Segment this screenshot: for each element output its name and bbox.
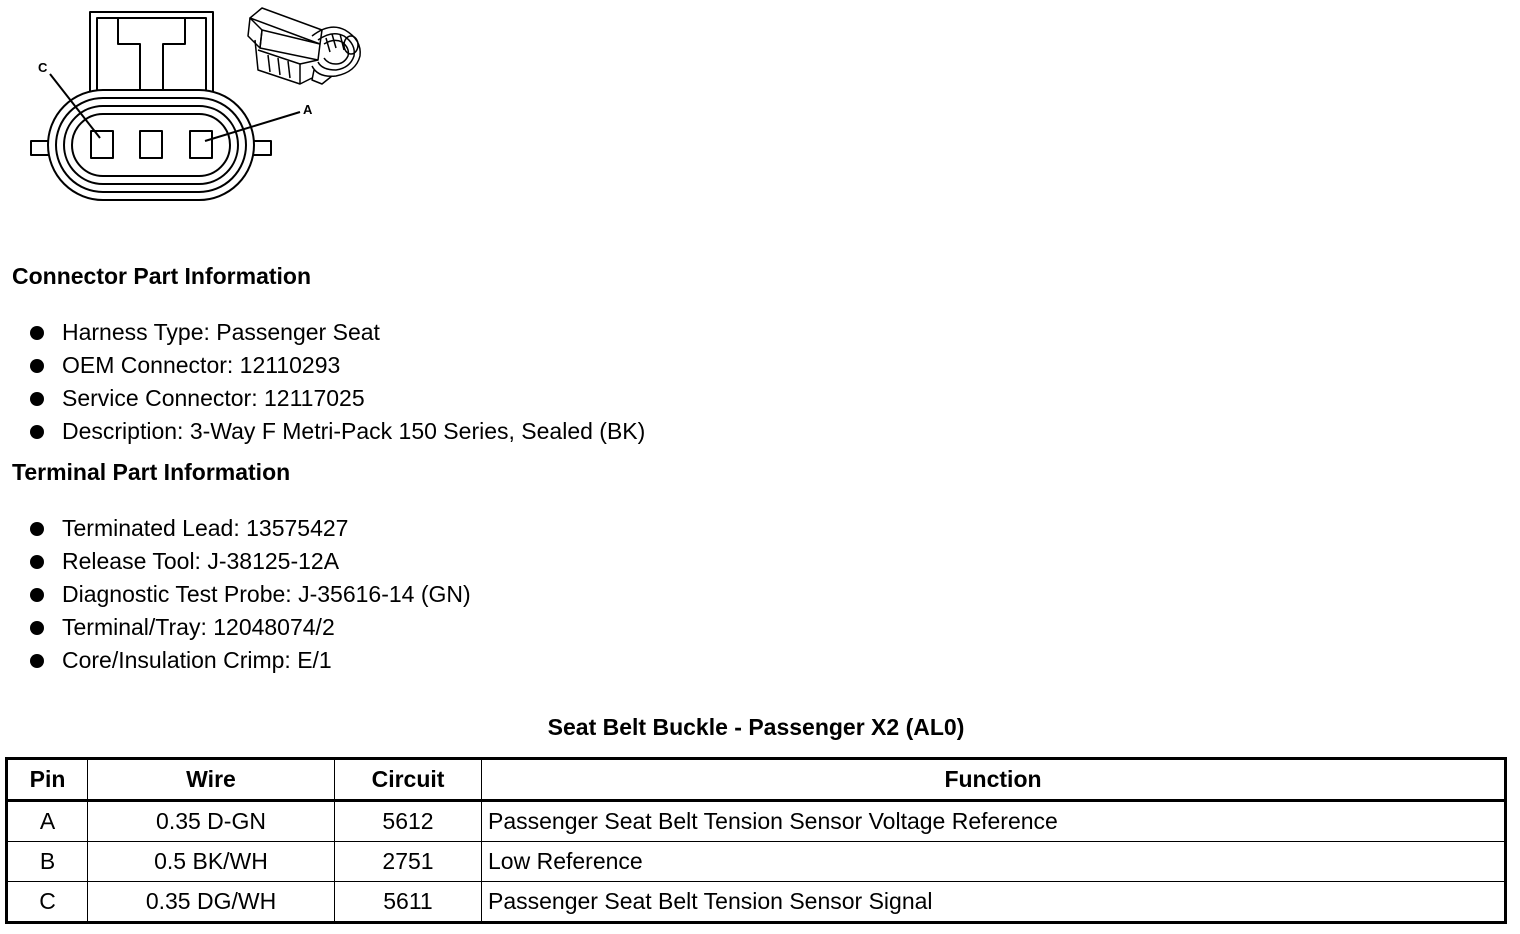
terminal-info-text: Diagnostic Test Probe: J-35616-14 (GN): [62, 581, 471, 607]
cell-function: Low Reference: [482, 842, 1506, 882]
pin-a-label: A: [303, 102, 313, 117]
connector-info-text: OEM Connector: 12110293: [62, 352, 341, 378]
bullet-icon: [30, 392, 44, 406]
terminal-info-text: Terminal/Tray: 12048074/2: [62, 614, 335, 640]
terminal-info-item: [0, 512, 471, 545]
header-function: Function: [482, 759, 1506, 801]
table-header-row: [7, 759, 1506, 801]
cell-pin: B: [7, 842, 88, 882]
connector-info-item: [0, 316, 645, 349]
bullet-icon: [30, 522, 44, 536]
terminal-info-item: [0, 545, 471, 578]
cell-wire: 0.5 BK/WH: [88, 842, 335, 882]
cell-wire: 0.35 D-GN: [88, 801, 335, 842]
connector-isometric-drawing: [248, 8, 360, 84]
connector-info-text: Service Connector: 12117025: [62, 385, 365, 411]
cell-function: Passenger Seat Belt Tension Sensor Voltage Reference: [482, 801, 1506, 842]
terminal-info-item: [0, 611, 471, 644]
connector-diagram: [0, 0, 380, 215]
terminal-info-item: [0, 644, 471, 677]
bullet-icon: [30, 359, 44, 373]
header-wire: Wire: [88, 759, 335, 801]
header-pin: Pin: [7, 759, 88, 801]
cell-circuit: 5612: [335, 801, 482, 842]
table-row: [7, 882, 1506, 923]
table-row: [7, 842, 1506, 882]
header-circuit: Circuit: [335, 759, 482, 801]
bullet-icon: [30, 425, 44, 439]
connector-info-item: [0, 349, 645, 382]
cell-circuit: 2751: [335, 842, 482, 882]
terminal-info-list: [0, 512, 471, 677]
cell-circuit: 5611: [335, 882, 482, 923]
cell-wire: 0.35 DG/WH: [88, 882, 335, 923]
connector-face-drawing: [31, 12, 300, 200]
pinout-table: [5, 757, 1507, 924]
terminal-info-item: [0, 578, 471, 611]
connector-info-text: Harness Type: Passenger Seat: [62, 319, 380, 345]
terminal-info-text: Release Tool: J-38125-12A: [62, 548, 340, 574]
bullet-icon: [30, 654, 44, 668]
table-row: [7, 801, 1506, 842]
bullet-icon: [30, 326, 44, 340]
bullet-icon: [30, 621, 44, 635]
terminal-info-text: Terminated Lead: 13575427: [62, 515, 349, 541]
connector-info-item: [0, 382, 645, 415]
connector-info-text: Description: 3-Way F Metri-Pack 150 Series, Sealed (BK): [62, 418, 646, 444]
cell-pin: A: [7, 801, 88, 842]
terminal-info-heading: Terminal Part Information: [12, 459, 291, 485]
connector-info-list: [0, 316, 645, 448]
terminal-info-text: Core/Insulation Crimp: E/1: [62, 647, 332, 673]
bullet-icon: [30, 555, 44, 569]
bullet-icon: [30, 588, 44, 602]
cell-pin: C: [7, 882, 88, 923]
connector-info-item: [0, 415, 645, 448]
table-title: Seat Belt Buckle - Passenger X2 (AL0): [547, 714, 965, 740]
connector-info-heading: Connector Part Information: [12, 263, 312, 289]
pin-c-label: C: [38, 60, 48, 75]
cell-function: Passenger Seat Belt Tension Sensor Signal: [482, 882, 1506, 923]
